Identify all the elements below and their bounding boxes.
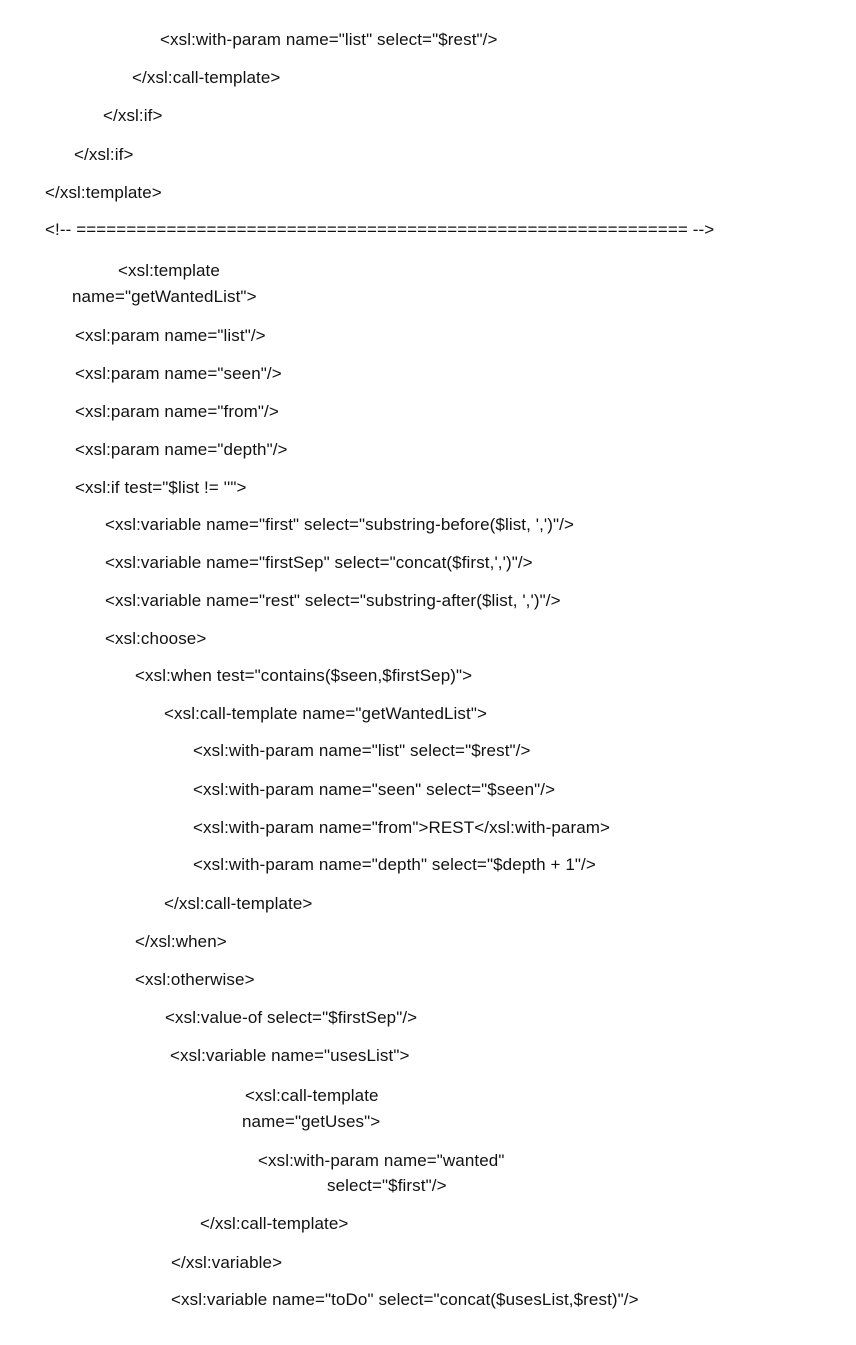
code-line: <xsl:template (118, 261, 220, 280)
code-line: <xsl:when test="contains($seen,$firstSep)"> (135, 666, 473, 685)
code-line: <xsl:with-param name="list" select="$rest"/> (160, 30, 498, 49)
code-line: <xsl:with-param name="list" select="$rest"/> (193, 741, 531, 760)
code-line: <xsl:otherwise> (135, 970, 255, 989)
code-line: <xsl:variable name="first" select="substring-before($list, ',')"/> (105, 515, 575, 534)
code-line: <xsl:choose> (105, 629, 207, 648)
code-line: <xsl:param name="depth"/> (75, 440, 288, 459)
code-line: <xsl:param name="from"/> (75, 402, 279, 421)
code-line: <xsl:call-template name="getWantedList"> (164, 704, 488, 723)
separator-comment: <!-- ============================================================= --> (45, 220, 715, 239)
code-line: </xsl:call-template> (132, 68, 281, 87)
code-line: name="getWantedList"> (72, 287, 257, 306)
code-line: <xsl:value-of select="$firstSep"/> (165, 1008, 418, 1027)
code-line: </xsl:call-template> (164, 894, 313, 913)
code-line: <xsl:with-param name="depth" select="$depth + 1"/> (193, 855, 596, 874)
code-line: <xsl:param name="seen"/> (75, 364, 282, 383)
code-line: <xsl:variable name="toDo" select="concat($usesList,$rest)"/> (171, 1290, 639, 1309)
code-line: <xsl:if test="$list != ''"> (75, 478, 247, 497)
code-line: </xsl:variable> (171, 1253, 283, 1272)
code-line: select="$first"/> (327, 1176, 447, 1195)
code-line: <xsl:param name="list"/> (75, 326, 266, 345)
code-line: </xsl:template> (45, 183, 162, 202)
code-line: <xsl:variable name="rest" select="substring-after($list, ',')"/> (105, 591, 561, 610)
code-line: name="getUses"> (242, 1112, 381, 1131)
code-line: <xsl:with-param name="seen" select="$seen"/> (193, 780, 556, 799)
code-line: <xsl:variable name="firstSep" select="concat($first,',')"/> (105, 553, 533, 572)
code-line: <xsl:with-param name="wanted" (258, 1151, 505, 1170)
code-line: </xsl:when> (135, 932, 227, 951)
code-line: <xsl:variable name="usesList"> (170, 1046, 410, 1065)
code-line: <xsl:call-template (245, 1086, 379, 1105)
code-line: <xsl:with-param name="from">REST</xsl:with-param> (193, 818, 611, 837)
code-line: </xsl:call-template> (200, 1214, 349, 1233)
code-line: </xsl:if> (74, 145, 134, 164)
code-line: </xsl:if> (103, 106, 163, 125)
